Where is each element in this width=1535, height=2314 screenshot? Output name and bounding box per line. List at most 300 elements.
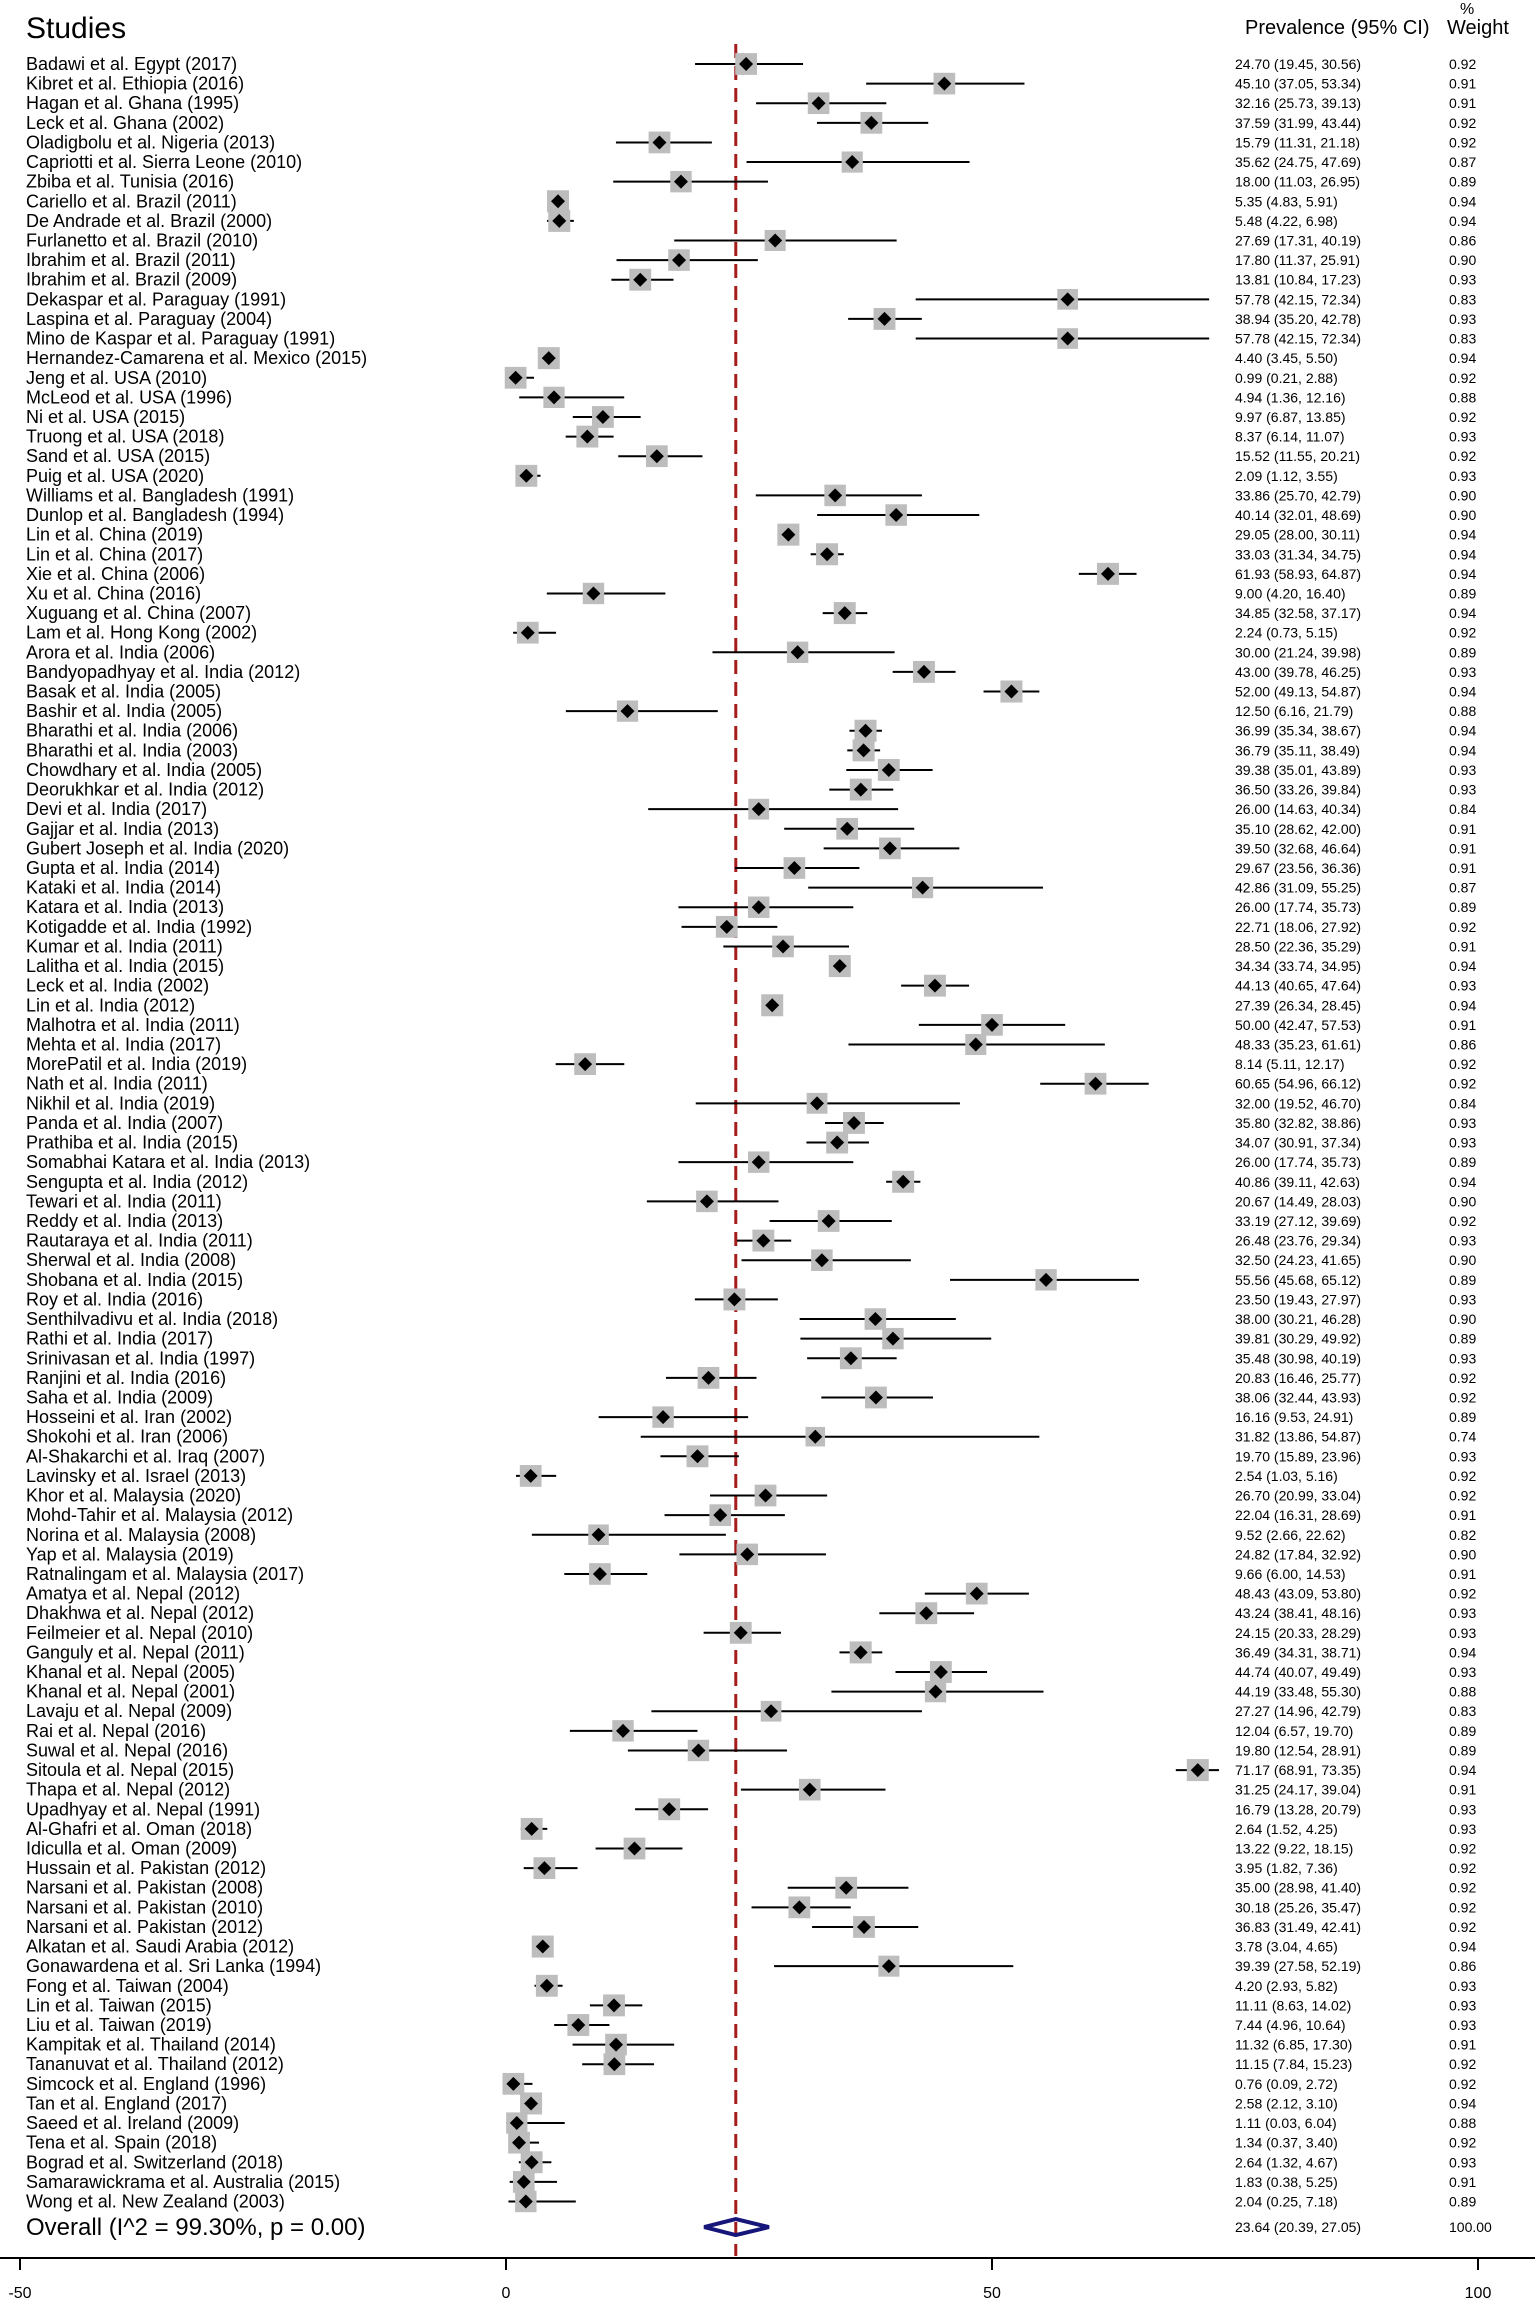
estimate-text: 55.56 (45.68, 65.12) xyxy=(1235,1271,1362,1288)
estimate-text: 9.66 (6.00, 14.53) xyxy=(1235,1565,1346,1582)
study-row xyxy=(26,1230,1476,1252)
study-row xyxy=(26,1191,1476,1213)
study-label: Laspina et al. Paraguay (2004) xyxy=(26,308,273,329)
study-row xyxy=(26,1308,1476,1330)
study-row xyxy=(26,602,1476,624)
weight-text: 0.89 xyxy=(1449,644,1477,661)
studies-heading: Studies xyxy=(26,12,127,45)
study-row xyxy=(26,1504,1476,1526)
study-row xyxy=(26,1838,1476,1860)
study-label: Gajjar et al. India (2013) xyxy=(26,818,220,839)
study-row xyxy=(26,1583,1476,1605)
study-row xyxy=(26,1093,1476,1114)
weight-text: 0.93 xyxy=(1449,1977,1477,1994)
study-row xyxy=(26,1877,1476,1899)
weight-text: 0.93 xyxy=(1449,1820,1477,1837)
study-label: Ni et al. USA (2015) xyxy=(26,406,186,427)
study-label: Upadhyay et al. Nepal (1991) xyxy=(26,1799,261,1820)
estimate-text: 27.27 (14.96, 42.79) xyxy=(1235,1703,1362,1720)
weight-text: 0.94 xyxy=(1449,350,1477,367)
study-label: Reddy et al. India (2013) xyxy=(26,1210,224,1231)
study-row xyxy=(26,269,1476,291)
study-row xyxy=(26,1288,1476,1310)
weight-text: 0.91 xyxy=(1449,820,1477,837)
study-row xyxy=(26,1975,1476,1997)
weight-text: 0.89 xyxy=(1449,1330,1477,1347)
study-label: McLeod et al. USA (1996) xyxy=(26,387,233,408)
estimate-text: 57.78 (42.15, 72.34) xyxy=(1235,291,1362,308)
weight-text: 0.74 xyxy=(1449,1428,1477,1445)
study-row xyxy=(26,543,1476,565)
study-label: Roy et al. India (2016) xyxy=(26,1289,204,1310)
estimate-text: 4.94 (1.36, 12.16) xyxy=(1235,389,1346,406)
percent-heading: % xyxy=(1460,1,1475,18)
estimate-text: 27.69 (17.31, 40.19) xyxy=(1235,232,1362,249)
weight-text: 0.92 xyxy=(1449,2075,1477,2092)
weight-text: 0.93 xyxy=(1449,663,1477,680)
weight-text: 0.94 xyxy=(1449,722,1477,739)
weight-text: 0.91 xyxy=(1449,1016,1477,1033)
estimate-text: 26.00 (17.74, 35.73) xyxy=(1235,899,1362,916)
weight-text: 0.92 xyxy=(1449,369,1477,386)
study-label: Bharathi et al. India (2003) xyxy=(26,740,239,761)
estimate-text: 8.37 (6.14, 11.07) xyxy=(1235,428,1345,445)
weight-text: 0.94 xyxy=(1449,997,1477,1014)
weight-text: 0.86 xyxy=(1449,1958,1477,1975)
study-row xyxy=(26,210,1476,232)
estimate-text: 34.34 (33.74, 34.95) xyxy=(1235,958,1362,975)
estimate-text: 12.04 (6.57, 19.70) xyxy=(1235,1722,1354,1739)
estimate-text: 13.81 (10.84, 17.23) xyxy=(1235,271,1362,288)
weight-text: 0.83 xyxy=(1449,291,1477,308)
study-row xyxy=(26,916,1476,938)
study-label: Al-Ghafri et al. Oman (2018) xyxy=(26,1818,253,1839)
weight-text: 0.91 xyxy=(1449,860,1477,877)
estimate-text: 13.22 (9.22, 18.15) xyxy=(1235,1840,1354,1857)
estimate-text: 50.00 (42.47, 57.53) xyxy=(1235,1016,1362,1033)
study-label: Lalitha et al. India (2015) xyxy=(26,956,225,977)
study-label: Kotigadde et al. India (1992) xyxy=(26,916,253,937)
weight-text: 0.83 xyxy=(1449,1703,1477,1720)
study-label: Sitoula et al. Nepal (2015) xyxy=(26,1760,235,1781)
weight-text: 0.94 xyxy=(1449,546,1477,563)
weight-text: 0.91 xyxy=(1449,1507,1477,1524)
estimate-text: 4.20 (2.93, 5.82) xyxy=(1235,1977,1338,1994)
study-label: Gubert Joseph et al. India (2020) xyxy=(26,838,290,859)
study-row xyxy=(26,700,1476,721)
study-label: Arora et al. India (2006) xyxy=(26,642,216,663)
study-label: Ibrahim et al. Brazil (2011) xyxy=(26,250,236,271)
study-row xyxy=(26,1465,1476,1487)
study-label: Puig et al. USA (2020) xyxy=(26,465,205,486)
weight-text: 0.90 xyxy=(1449,507,1477,524)
study-label: Xu et al. China (2016) xyxy=(26,583,202,604)
study-label: Rautaraya et al. India (2011) xyxy=(26,1230,253,1251)
weight-text: 0.92 xyxy=(1449,1467,1477,1484)
estimate-text: 61.93 (58.93, 64.87) xyxy=(1235,565,1362,582)
study-label: Deorukhkar et al. India (2012) xyxy=(26,779,265,800)
study-label: Nath et al. India (2011) xyxy=(26,1073,208,1094)
weight-text: 0.94 xyxy=(1449,958,1477,975)
study-label: Devi et al. India (2017) xyxy=(26,799,208,820)
study-row xyxy=(26,2092,1476,2114)
estimate-text: 57.78 (42.15, 72.34) xyxy=(1235,330,1362,347)
estimate-text: 29.67 (23.56, 36.36) xyxy=(1235,860,1362,877)
estimate-text: 39.38 (35.01, 43.89) xyxy=(1235,761,1362,778)
study-row xyxy=(26,1387,1476,1409)
estimate-text: 33.03 (31.34, 34.75) xyxy=(1235,546,1362,563)
study-row xyxy=(26,1661,1476,1683)
study-label: Lin et al. Taiwan (2015) xyxy=(26,1995,212,2016)
estimate-text: 22.71 (18.06, 27.92) xyxy=(1235,918,1362,935)
estimate-text: 12.50 (6.16, 21.79) xyxy=(1235,703,1354,720)
study-label: Norina et al. Malaysia (2008) xyxy=(26,1524,257,1545)
study-label: Ranjini et al. India (2016) xyxy=(26,1367,227,1388)
weight-text: 0.92 xyxy=(1449,1899,1477,1916)
study-label: Lavinsky et al. Israel (2013) xyxy=(26,1465,247,1486)
study-row xyxy=(26,465,1476,487)
estimate-text: 2.09 (1.12, 3.55) xyxy=(1235,467,1338,484)
weight-text: 0.83 xyxy=(1449,330,1477,347)
estimate-text: 39.50 (32.68, 46.64) xyxy=(1235,840,1362,857)
study-label: Jeng et al. USA (2010) xyxy=(26,367,208,388)
weight-text: 0.93 xyxy=(1449,761,1477,778)
study-row xyxy=(26,1798,1476,1820)
weight-text: 0.93 xyxy=(1449,1232,1477,1249)
study-label: Malhotra et al. India (2011) xyxy=(26,1014,240,1035)
study-label: Bharathi et al. India (2006) xyxy=(26,720,239,741)
study-row xyxy=(26,73,1476,95)
estimate-text: 32.50 (24.23, 41.65) xyxy=(1235,1252,1362,1269)
study-label: Gonawardena et al. Sri Lanka (1994) xyxy=(26,1956,322,1977)
study-label: Capriotti et al. Sierra Leone (2010) xyxy=(26,152,303,173)
weight-text: 0.89 xyxy=(1449,1742,1477,1759)
estimate-text: 36.79 (35.11, 38.49) xyxy=(1235,742,1361,759)
weight-text: 0.88 xyxy=(1449,2115,1477,2132)
estimate-text: 8.14 (5.11, 12.17) xyxy=(1235,1056,1345,1073)
estimate-text: 3.95 (1.82, 7.36) xyxy=(1235,1860,1338,1877)
estimate-text: 60.65 (54.96, 66.12) xyxy=(1235,1075,1362,1092)
study-row xyxy=(26,2132,1476,2154)
estimate-text: 24.15 (20.33, 28.29) xyxy=(1235,1624,1362,1641)
study-row xyxy=(26,583,1476,604)
study-label: Tewari et al. India (2011) xyxy=(26,1191,222,1212)
weight-text: 0.94 xyxy=(1449,526,1477,543)
estimate-text: 34.85 (32.58, 37.17) xyxy=(1235,605,1362,622)
estimate-text: 45.10 (37.05, 53.34) xyxy=(1235,75,1362,92)
estimate-text: 1.83 (0.38, 5.25) xyxy=(1235,2173,1338,2190)
study-label: Rathi et al. India (2017) xyxy=(26,1328,214,1349)
study-label: Alkatan et al. Saudi Arabia (2012) xyxy=(26,1936,295,1957)
estimate-text: 3.78 (3.04, 4.65) xyxy=(1235,1938,1338,1955)
study-label: Williams et al. Bangladesh (1991) xyxy=(26,485,295,506)
weight-text: 0.84 xyxy=(1449,801,1477,818)
weight-text: 0.94 xyxy=(1449,565,1477,582)
study-label: MorePatil et al. India (2019) xyxy=(26,1054,248,1075)
study-label: Lin et al. China (2017) xyxy=(26,544,204,565)
study-label: Simcock et al. England (1996) xyxy=(26,2073,267,2094)
study-row xyxy=(26,1701,1476,1722)
study-label: Lin et al. China (2019) xyxy=(26,524,204,545)
study-row xyxy=(26,955,1476,977)
weight-text: 0.90 xyxy=(1449,1311,1477,1328)
estimate-text: 7.44 (4.96, 10.64) xyxy=(1235,2017,1346,2033)
study-label: Liu et al. Taiwan (2019) xyxy=(26,2015,212,2035)
weight-text: 0.94 xyxy=(1449,1762,1477,1779)
study-row xyxy=(26,426,1476,448)
study-row xyxy=(26,289,1476,310)
weight-text: 0.94 xyxy=(1449,683,1477,700)
study-label: Senthilvadivu et al. India (2018) xyxy=(26,1309,279,1330)
study-label: Suwal et al. Nepal (2016) xyxy=(26,1740,229,1761)
study-row xyxy=(26,230,1476,251)
study-row xyxy=(26,1406,1476,1427)
study-row xyxy=(26,387,1476,408)
study-row xyxy=(26,936,1476,958)
study-row xyxy=(26,877,1476,898)
study-label: Hosseini et al. Iran (2002) xyxy=(26,1407,233,1428)
study-label: Srinivasan et al. India (1997) xyxy=(26,1348,256,1369)
study-row xyxy=(26,485,1476,507)
study-label: Dekaspar et al. Paraguay (1991) xyxy=(26,289,287,310)
estimate-text: 16.16 (9.53, 24.91) xyxy=(1235,1409,1354,1426)
estimate-text: 2.54 (1.03, 5.16) xyxy=(1235,1467,1338,1484)
study-label: Panda et al. India (2007) xyxy=(26,1112,224,1133)
estimate-text: 9.52 (2.66, 22.62) xyxy=(1235,1526,1346,1543)
study-label: Sengupta et al. India (2012) xyxy=(26,1171,249,1192)
study-label: Chowdhary et al. India (2005) xyxy=(26,759,263,780)
estimate-text: 40.86 (39.11, 42.63) xyxy=(1235,1173,1361,1190)
study-row xyxy=(26,1622,1476,1644)
weight-text: 0.93 xyxy=(1449,1114,1477,1131)
study-row xyxy=(26,1171,1476,1193)
weight-text: 0.90 xyxy=(1449,1252,1477,1269)
study-row xyxy=(26,1563,1476,1585)
study-row xyxy=(26,1956,1476,1977)
estimate-text: 35.48 (30.98, 40.19) xyxy=(1235,1350,1362,1367)
study-row xyxy=(26,2112,1476,2133)
study-row xyxy=(26,799,1476,820)
estimate-text: 15.79 (11.31, 21.18) xyxy=(1235,134,1361,151)
weight-text: 0.91 xyxy=(1449,75,1477,92)
weight-text: 0.92 xyxy=(1449,1879,1477,1896)
estimate-text: 35.62 (24.75, 47.69) xyxy=(1235,154,1362,171)
weight-text: 0.90 xyxy=(1449,487,1477,504)
study-row xyxy=(26,994,1476,1016)
study-row xyxy=(26,1132,1476,1154)
study-label: Saeed et al. Ireland (2009) xyxy=(26,2113,240,2134)
weight-text: 0.92 xyxy=(1449,918,1477,935)
study-row xyxy=(26,171,1476,192)
estimate-text: 28.50 (22.36, 35.29) xyxy=(1235,938,1362,955)
weight-text: 0.91 xyxy=(1449,2173,1477,2190)
weight-text: 0.88 xyxy=(1449,703,1477,720)
study-label: Furlanetto et al. Brazil (2010) xyxy=(26,230,259,251)
study-row xyxy=(26,112,1476,134)
study-row xyxy=(26,1857,1476,1879)
estimate-text: 11.32 (6.85, 17.30) xyxy=(1235,2036,1353,2053)
study-label: Dunlop et al. Bangladesh (1994) xyxy=(26,505,285,526)
study-row xyxy=(26,190,1476,212)
estimate-text: 2.24 (0.73, 5.15) xyxy=(1235,624,1338,641)
estimate-text: 2.58 (2.12, 3.10) xyxy=(1235,2095,1338,2112)
study-label: Oladigbolu et al. Nigeria (2013) xyxy=(26,132,276,153)
study-row xyxy=(26,53,1476,75)
study-label: Mino de Kaspar et al. Paraguay (1991) xyxy=(26,328,336,349)
weight-text: 0.93 xyxy=(1449,1448,1477,1465)
study-row xyxy=(26,642,1476,663)
weight-text: 0.92 xyxy=(1449,134,1477,151)
weight-text: 0.93 xyxy=(1449,781,1477,798)
overall-label: Overall (I^2 = 99.30%, p = 0.00) xyxy=(26,2214,366,2242)
study-row xyxy=(26,2151,1476,2173)
study-label: Kampitak et al. Thailand (2014) xyxy=(26,2034,276,2055)
estimate-text: 36.99 (35.34, 38.67) xyxy=(1235,722,1362,739)
weight-text: 0.89 xyxy=(1449,2193,1477,2210)
estimate-text: 24.82 (17.84, 32.92) xyxy=(1235,1546,1362,1563)
study-label: Ganguly et al. Nepal (2011) xyxy=(26,1642,245,1663)
weight-text: 0.94 xyxy=(1449,193,1477,210)
estimate-text: 48.43 (43.09, 53.80) xyxy=(1235,1585,1362,1602)
study-label: Idiculla et al. Oman (2009) xyxy=(26,1838,238,1859)
study-row xyxy=(26,2073,1476,2095)
x-tick-label: -50 xyxy=(8,2285,32,2302)
estimate-text: 35.10 (28.62, 42.00) xyxy=(1235,820,1362,837)
study-label: Mohd-Tahir et al. Malaysia (2012) xyxy=(26,1505,294,1526)
study-row xyxy=(26,524,1476,546)
estimate-text: 20.83 (16.46, 25.77) xyxy=(1235,1369,1362,1386)
estimate-text: 35.00 (28.98, 41.40) xyxy=(1235,1879,1362,1896)
study-row xyxy=(26,1367,1476,1389)
study-row xyxy=(26,2171,1476,2193)
estimate-text: 37.59 (31.99, 43.44) xyxy=(1235,114,1362,131)
estimate-text: 43.00 (39.78, 46.25) xyxy=(1235,663,1362,680)
study-row xyxy=(26,857,1476,879)
study-label: Thapa et al. Nepal (2012) xyxy=(26,1779,231,1800)
estimate-text: 36.50 (33.26, 39.84) xyxy=(1235,781,1362,798)
weight-text: 0.92 xyxy=(1449,2056,1477,2073)
study-row xyxy=(26,1524,1476,1545)
estimate-text: 26.00 (17.74, 35.73) xyxy=(1235,1154,1362,1171)
study-label: Lam et al. Hong Kong (2002) xyxy=(26,622,258,643)
estimate-text: 38.00 (30.21, 46.28) xyxy=(1235,1311,1362,1328)
weight-text: 0.92 xyxy=(1449,1212,1477,1229)
weight-text: 0.94 xyxy=(1449,2095,1477,2112)
study-row xyxy=(26,1896,1476,1918)
weight-text: 0.94 xyxy=(1449,1644,1477,1661)
study-label: Saha et al. India (2009) xyxy=(26,1387,214,1408)
study-row xyxy=(26,838,1476,860)
study-row xyxy=(26,1936,1476,1958)
x-tick-label: 100 xyxy=(1464,2285,1492,2302)
study-label: Narsani et al. Pakistan (2012) xyxy=(26,1916,264,1937)
estimate-text: 1.34 (0.37, 3.40) xyxy=(1235,2134,1338,2151)
estimate-text: 19.80 (12.54, 28.91) xyxy=(1235,1742,1362,1759)
study-label: Katara et al. India (2013) xyxy=(26,897,225,918)
estimate-text: 31.25 (24.17, 39.04) xyxy=(1235,1781,1362,1798)
study-row xyxy=(26,720,1476,742)
study-label: Somabhai Katara et al. India (2013) xyxy=(26,1152,311,1173)
weight-text: 0.91 xyxy=(1449,1565,1477,1582)
estimate-heading: Prevalence (95% CI) xyxy=(1245,17,1430,39)
weight-text: 0.93 xyxy=(1449,977,1477,994)
weight-text: 0.92 xyxy=(1449,624,1477,641)
weight-heading: Weight xyxy=(1447,17,1509,39)
study-label: Bograd et al. Switzerland (2018) xyxy=(26,2152,284,2173)
weight-text: 0.92 xyxy=(1449,1389,1477,1406)
study-row xyxy=(26,563,1476,585)
study-row xyxy=(26,1347,1476,1369)
study-label: Khanal et al. Nepal (2005) xyxy=(26,1662,236,1683)
study-label: Gupta et al. India (2014) xyxy=(26,858,221,879)
weight-text: 0.91 xyxy=(1449,95,1477,112)
estimate-text: 48.33 (35.23, 61.61) xyxy=(1235,1036,1362,1053)
estimate-text: 38.06 (32.44, 43.93) xyxy=(1235,1389,1362,1406)
study-row xyxy=(26,1818,1476,1840)
study-row xyxy=(26,2191,1476,2212)
estimate-text: 26.70 (20.99, 33.04) xyxy=(1235,1487,1362,1504)
study-row xyxy=(26,1602,1476,1624)
weight-text: 0.92 xyxy=(1449,1487,1477,1504)
estimate-text: 9.00 (4.20, 16.40) xyxy=(1235,585,1346,602)
study-label: De Andrade et al. Brazil (2000) xyxy=(26,210,273,231)
study-row xyxy=(26,681,1476,703)
weight-text: 0.89 xyxy=(1449,173,1477,190)
study-label: Khanal et al. Nepal (2001) xyxy=(26,1681,236,1702)
study-row xyxy=(26,1740,1476,1761)
study-row xyxy=(26,1249,1476,1271)
estimate-text: 52.00 (49.13, 54.87) xyxy=(1235,683,1362,700)
estimate-text: 18.00 (11.03, 26.95) xyxy=(1235,173,1361,190)
study-row xyxy=(26,759,1476,781)
estimate-text: 34.07 (30.91, 37.34) xyxy=(1235,1134,1362,1151)
study-row xyxy=(26,779,1476,801)
estimate-text: 32.16 (25.73, 39.13) xyxy=(1235,95,1362,112)
estimate-text: 33.86 (25.70, 42.79) xyxy=(1235,487,1362,504)
study-label: Lin et al. India (2012) xyxy=(26,995,196,1016)
study-row xyxy=(26,1269,1476,1290)
weight-text: 0.93 xyxy=(1449,467,1477,484)
study-label: Kibret et al. Ethiopia (2016) xyxy=(26,73,245,94)
estimate-text: 31.82 (13.86, 54.87) xyxy=(1235,1428,1362,1445)
study-label: Cariello et al. Brazil (2011) xyxy=(26,191,237,212)
estimate-text: 15.52 (11.55, 20.21) xyxy=(1235,448,1361,465)
estimate-text: 22.04 (16.31, 28.69) xyxy=(1235,1507,1362,1524)
weight-text: 0.92 xyxy=(1449,1840,1477,1857)
weight-text: 0.94 xyxy=(1449,212,1477,229)
weight-text: 0.88 xyxy=(1449,1683,1477,1700)
weight-text: 0.92 xyxy=(1449,56,1477,72)
estimate-text: 19.70 (15.89, 23.96) xyxy=(1235,1448,1362,1465)
study-label: Basak et al. India (2005) xyxy=(26,681,222,702)
study-label: Lavaju et al. Nepal (2009) xyxy=(26,1701,233,1722)
study-label: Dhakhwa et al. Nepal (2012) xyxy=(26,1603,255,1624)
estimate-text: 4.40 (3.45, 5.50) xyxy=(1235,350,1338,367)
study-label: Hussain et al. Pakistan (2012) xyxy=(26,1858,267,1879)
weight-text: 0.91 xyxy=(1449,840,1477,857)
weight-text: 0.90 xyxy=(1449,1546,1477,1563)
study-label: Yap et al. Malaysia (2019) xyxy=(26,1544,234,1565)
weight-text: 0.90 xyxy=(1449,252,1477,269)
study-row xyxy=(26,92,1476,114)
weight-text: 0.93 xyxy=(1449,271,1477,288)
estimate-text: 2.64 (1.32, 4.67) xyxy=(1235,2154,1338,2171)
study-row xyxy=(26,1994,1476,2016)
estimate-text: 36.49 (34.31, 38.71) xyxy=(1235,1644,1362,1661)
study-label: Ratnalingam et al. Malaysia (2017) xyxy=(26,1563,305,1584)
weight-text: 0.82 xyxy=(1449,1526,1477,1543)
x-axis xyxy=(0,2258,1535,2302)
